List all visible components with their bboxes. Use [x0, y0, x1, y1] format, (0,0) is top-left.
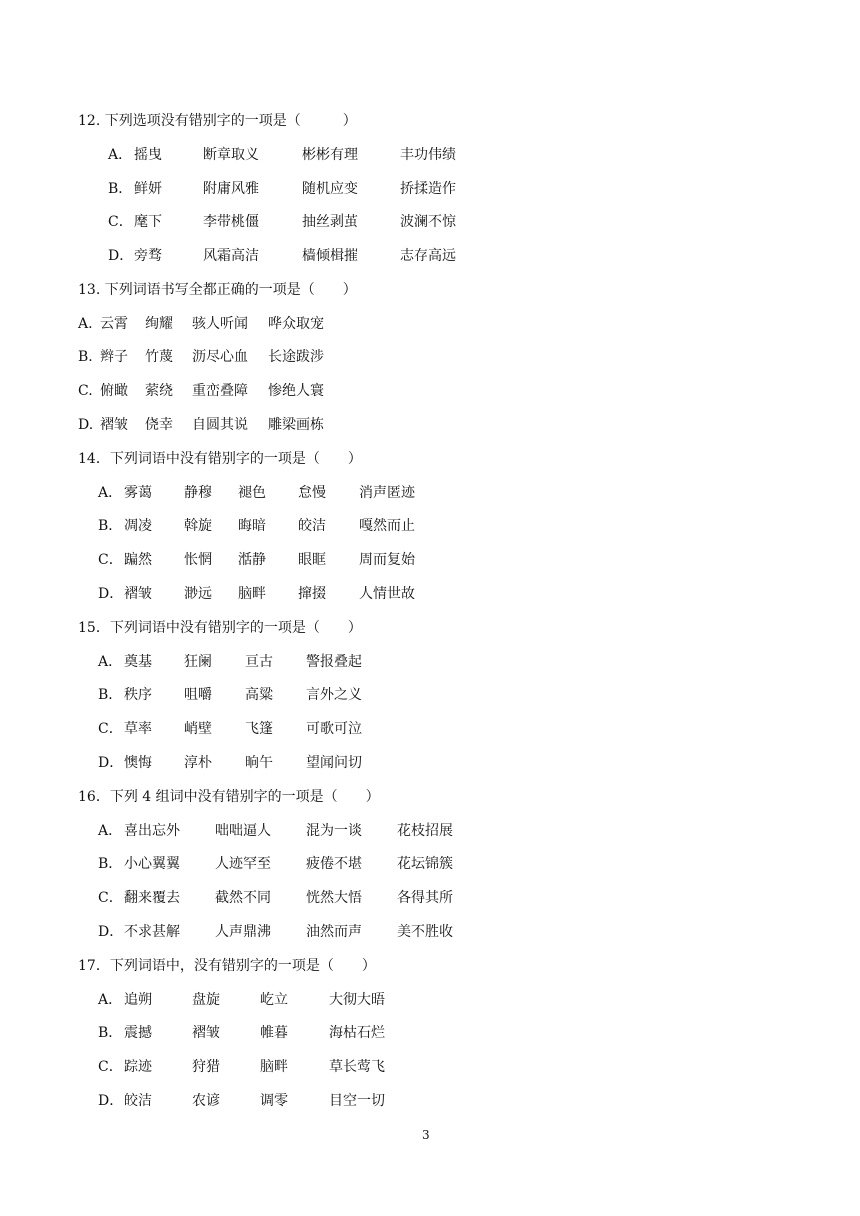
option-word: 雕梁画栋 — [268, 417, 324, 433]
option-word: 雾蔼 — [124, 485, 152, 501]
option-word: 言外之义 — [306, 687, 362, 703]
option-label: D． — [98, 924, 124, 940]
option-word: 自圆其说 — [192, 417, 248, 433]
option-row — [0, 145, 860, 165]
option-word: 脑畔 — [260, 1059, 288, 1075]
option-word: 云霄 — [100, 316, 128, 332]
option-word: 长途跋涉 — [268, 349, 324, 365]
option-word: 断章取义 — [203, 147, 259, 163]
option-label: A． — [98, 654, 123, 670]
option-word: 目空一切 — [329, 1093, 385, 1109]
option-word: 怠慢 — [298, 485, 326, 501]
option-word: 李带桃僵 — [203, 214, 259, 230]
option-word: 哗众取宠 — [268, 316, 324, 332]
option-label: D． — [108, 248, 134, 264]
question-title: 16．下列 4 组词中没有错别字的一项是（ ） — [78, 789, 380, 805]
option-word: 大彻大晤 — [329, 992, 385, 1008]
question-title: 13. 下列词语书写全都正确的一项是（ ） — [78, 282, 357, 298]
option-word: 湉静 — [238, 552, 266, 568]
question-title: 15．下列词语中没有错别字的一项是（ ） — [78, 620, 362, 636]
option-word: 美不胜收 — [397, 924, 453, 940]
option-word: 皎洁 — [124, 1093, 152, 1109]
option-word: 麾下 — [134, 214, 162, 230]
option-label: D． — [98, 586, 124, 602]
option-word: 疲倦不堪 — [306, 856, 362, 872]
option-row — [0, 179, 860, 199]
option-word: 花枝招展 — [397, 823, 453, 839]
option-word: 人迹罕至 — [215, 856, 271, 872]
option-word: 沥尽心血 — [192, 349, 248, 365]
option-word: 懊悔 — [124, 755, 152, 771]
option-word: 草长莺飞 — [329, 1059, 385, 1075]
option-word: 脑畔 — [238, 586, 266, 602]
option-word: 斡旋 — [184, 518, 212, 534]
question-title: 17．下列词语中，没有错别字的一项是（ ） — [78, 958, 376, 974]
option-word: 混为一谈 — [306, 823, 362, 839]
option-label: C． — [98, 1059, 123, 1075]
option-word: 俯瞰 — [100, 383, 128, 399]
option-word: 恍然大悟 — [306, 890, 362, 906]
option-row — [0, 1057, 860, 1077]
option-word: 各得其所 — [397, 890, 453, 906]
option-row — [0, 854, 860, 874]
option-word: 褪色 — [238, 485, 266, 501]
option-word: 褶皱 — [124, 586, 152, 602]
option-word: 辫子 — [100, 349, 128, 365]
option-row — [0, 212, 860, 232]
option-word: 消声匿迹 — [359, 485, 415, 501]
option-word: 草率 — [124, 721, 152, 737]
option-word: 骇人听闻 — [192, 316, 248, 332]
option-word: 附庸风雅 — [203, 181, 259, 197]
option-word: 不求甚解 — [124, 924, 180, 940]
option-row — [0, 922, 860, 942]
option-row — [0, 1091, 860, 1111]
option-word: 绚耀 — [145, 316, 173, 332]
option-row — [0, 821, 860, 841]
question-title: 12. 下列选项没有错别字的一项是（ ） — [78, 113, 357, 129]
option-label: D. — [78, 417, 94, 433]
option-row — [0, 381, 860, 401]
option-word: 摇曳 — [134, 147, 162, 163]
option-word: 周而复始 — [359, 552, 415, 568]
option-word: 油然而声 — [306, 924, 362, 940]
option-word: 萦绕 — [145, 383, 173, 399]
option-row — [0, 888, 860, 908]
option-word: 侥幸 — [145, 417, 173, 433]
option-word: 风霜高洁 — [203, 248, 259, 264]
option-label: A. — [78, 316, 93, 332]
option-word: 农谚 — [192, 1093, 220, 1109]
option-label: C. — [78, 383, 93, 399]
option-word: 飞篷 — [245, 721, 273, 737]
option-word: 波澜不惊 — [400, 214, 456, 230]
option-word: 海枯石烂 — [329, 1025, 385, 1041]
option-row — [0, 719, 860, 739]
option-word: 咄咄逼人 — [215, 823, 271, 839]
option-row — [0, 516, 860, 536]
option-word: 调零 — [260, 1093, 288, 1109]
option-word: 高粱 — [245, 687, 273, 703]
option-label: A． — [98, 992, 123, 1008]
option-word: 抽丝剥茧 — [302, 214, 358, 230]
option-word: 渺远 — [184, 586, 212, 602]
option-word: 丰功伟绩 — [400, 147, 456, 163]
option-row — [0, 584, 860, 604]
option-row — [0, 990, 860, 1010]
option-label: A． — [98, 823, 123, 839]
option-word: 樯倾楫摧 — [302, 248, 358, 264]
option-word: 彬彬有理 — [302, 147, 358, 163]
option-word: 静穆 — [184, 485, 212, 501]
option-word: 随机应变 — [302, 181, 358, 197]
option-word: 嘎然而止 — [359, 518, 415, 534]
option-word: 秩序 — [124, 687, 152, 703]
option-row — [0, 652, 860, 672]
option-word: 咀嚼 — [184, 687, 212, 703]
option-word: 屹立 — [260, 992, 288, 1008]
option-word: 踪迹 — [124, 1059, 152, 1075]
option-word: 震撼 — [124, 1025, 152, 1041]
option-word: 晦暗 — [238, 518, 266, 534]
option-word: 竹蔑 — [145, 349, 173, 365]
option-word: 淳朴 — [184, 755, 212, 771]
option-word: 褶皱 — [100, 417, 128, 433]
option-label: C． — [98, 890, 123, 906]
option-word: 盘旋 — [192, 992, 220, 1008]
option-word: 志存高远 — [400, 248, 456, 264]
option-word: 截然不同 — [215, 890, 271, 906]
option-word: 皎洁 — [298, 518, 326, 534]
option-word: 人情世故 — [359, 586, 415, 602]
option-word: 褶皱 — [192, 1025, 220, 1041]
option-label: B． — [98, 687, 123, 703]
option-row — [0, 685, 860, 705]
option-row — [0, 347, 860, 367]
option-word: 蹁然 — [124, 552, 152, 568]
option-word: 鲜妍 — [134, 181, 162, 197]
option-label: A． — [108, 147, 133, 163]
option-word: 峭壁 — [184, 721, 212, 737]
option-word: 人声鼎沸 — [215, 924, 271, 940]
option-word: 凋凌 — [124, 518, 152, 534]
option-word: 喜出忘外 — [124, 823, 180, 839]
option-label: C． — [108, 214, 133, 230]
option-label: A． — [98, 485, 123, 501]
option-row — [0, 483, 860, 503]
option-label: D． — [98, 755, 124, 771]
option-word: 帷暮 — [260, 1025, 288, 1041]
option-label: D． — [98, 1093, 124, 1109]
option-word: 警报叠起 — [306, 654, 362, 670]
option-row — [0, 550, 860, 570]
option-label: B． — [98, 1025, 123, 1041]
option-word: 追朔 — [124, 992, 152, 1008]
option-word: 亘古 — [245, 654, 273, 670]
option-row — [0, 753, 860, 773]
option-label: B． — [108, 181, 133, 197]
option-word: 小心翼翼 — [124, 856, 180, 872]
option-label: C． — [98, 552, 123, 568]
option-label: B． — [98, 856, 123, 872]
option-row — [0, 246, 860, 266]
option-word: 怅惘 — [184, 552, 212, 568]
option-word: 挢揉造作 — [400, 181, 456, 197]
option-row — [0, 1023, 860, 1043]
option-word: 晌午 — [245, 755, 273, 771]
option-label: C． — [98, 721, 123, 737]
option-word: 撺掇 — [298, 586, 326, 602]
option-word: 可歌可泣 — [306, 721, 362, 737]
option-word: 狩猎 — [192, 1059, 220, 1075]
option-word: 花坛锦簇 — [397, 856, 453, 872]
question-title: 14．下列词语中没有错别字的一项是（ ） — [78, 451, 362, 467]
option-label: B． — [98, 518, 123, 534]
option-word: 眼眶 — [298, 552, 326, 568]
option-word: 惨绝人寰 — [268, 383, 324, 399]
option-word: 旁骛 — [134, 248, 162, 264]
option-word: 望闻问切 — [306, 755, 362, 771]
option-word: 狂阑 — [184, 654, 212, 670]
option-row — [0, 415, 860, 435]
option-row — [0, 314, 860, 334]
option-word: 翻来覆去 — [124, 890, 180, 906]
page-number: 3 — [422, 1128, 430, 1142]
option-word: 奠基 — [124, 654, 152, 670]
option-word: 重峦叠障 — [192, 383, 248, 399]
option-label: B. — [78, 349, 93, 365]
